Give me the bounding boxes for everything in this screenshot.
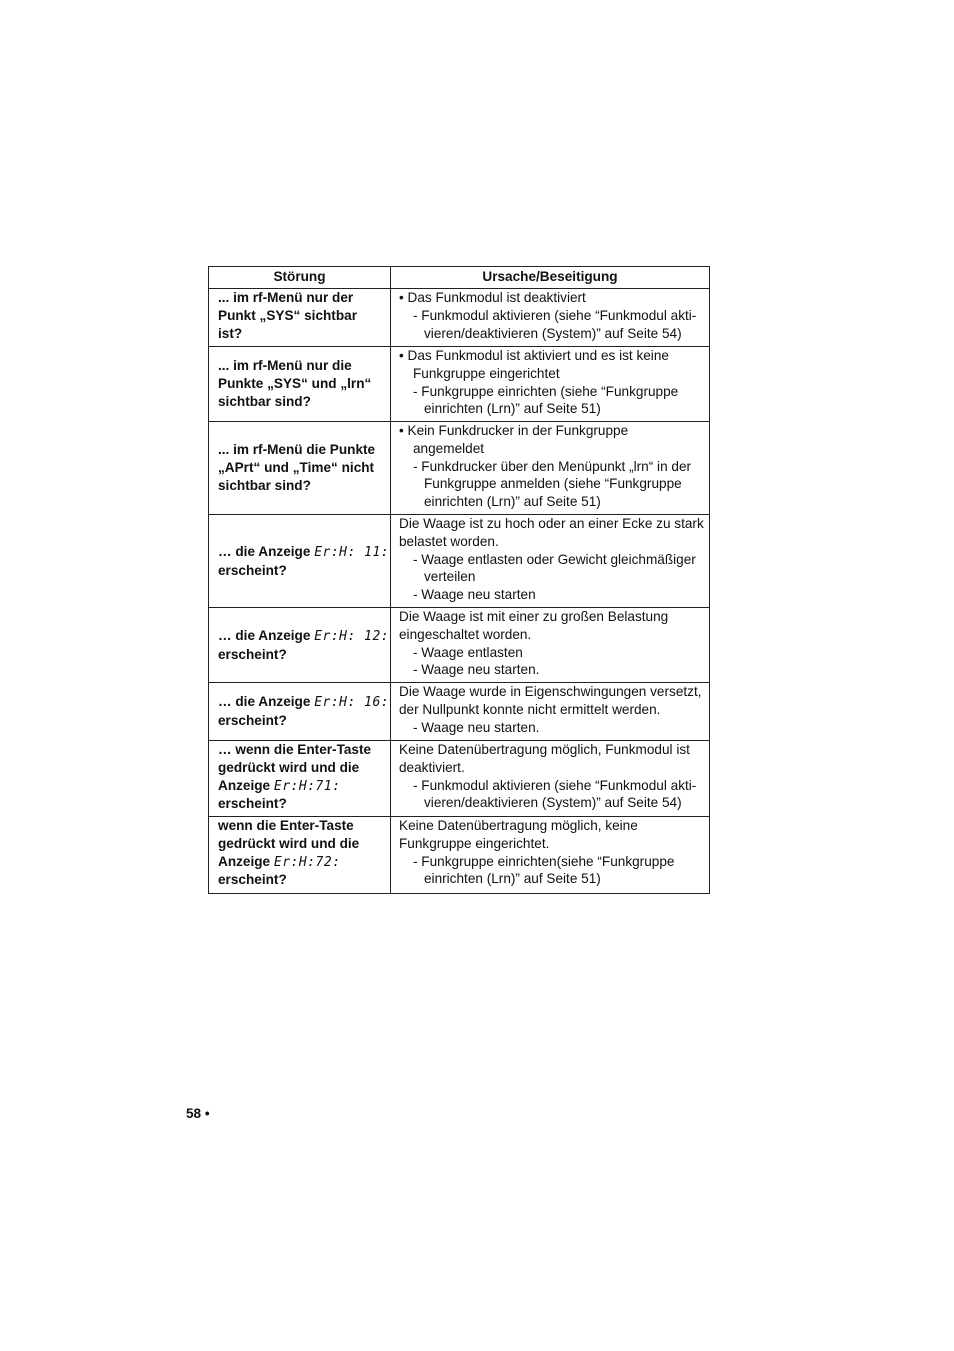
cause-text: Funkgruppe eingerichtet. xyxy=(399,835,550,851)
cause-text: eingeschaltet worden. xyxy=(399,626,532,642)
cause-step: - Waage entlasten xyxy=(413,644,523,660)
table-row xyxy=(209,422,710,515)
problem-text: erscheint? xyxy=(218,646,287,662)
problem-text: ... im rf-Menü nur der xyxy=(218,290,354,305)
cause-step-cont: vieren/deaktivieren (System)” auf Seite 54) xyxy=(424,795,682,811)
header-cause: Ursache/Beseitigung xyxy=(391,267,710,289)
page-number: 58 • xyxy=(186,1106,210,1121)
cause-cell xyxy=(391,515,710,608)
problem-prefix: Anzeige xyxy=(218,853,271,869)
problem-text: Punkte „SYS“ und „lrn“ xyxy=(218,376,372,392)
problem-prefix: … die Anzeige xyxy=(218,627,311,643)
problem-text: erscheint? xyxy=(218,713,287,728)
problem-text: gedrückt wird und die xyxy=(218,835,360,851)
problem-text: erscheint? xyxy=(218,562,287,578)
cause-cell xyxy=(391,817,710,894)
cause-cell xyxy=(391,422,710,515)
cause-text: der Nullpunkt konnte nicht ermittelt werden. xyxy=(399,701,661,717)
cause-step-cont: einrichten (Lrn)” auf Seite 51) xyxy=(424,494,601,510)
cause-text: Keine Datenübertragung möglich, Funkmodul ist xyxy=(399,742,690,757)
cause-text: Die Waage wurde in Eigenschwingungen versetzt, xyxy=(399,684,702,699)
table-row xyxy=(209,817,710,894)
cause-cell xyxy=(391,608,710,683)
cause-text: Die Waage ist zu hoch oder an einer Ecke zu stark xyxy=(399,516,704,531)
cause-text: belastet worden. xyxy=(399,533,499,549)
table-row xyxy=(209,289,710,347)
problem-text: Punkt „SYS“ sichtbar xyxy=(218,307,357,323)
problem-cell xyxy=(209,347,391,422)
cause-step: - Waage neu starten. xyxy=(413,719,540,735)
problem-prefix: … die Anzeige xyxy=(218,543,311,559)
cause-bullet-cont: Funkgruppe eingerichtet xyxy=(413,365,560,381)
error-code-display: Er:H:72: xyxy=(273,854,341,870)
problem-text: „APrt“ und „Time“ nicht xyxy=(218,460,375,476)
cause-text: Keine Datenübertragung möglich, keine xyxy=(399,818,638,833)
problem-text: ... im rf-Menü nur die xyxy=(218,358,352,374)
troubleshooting-table xyxy=(208,266,710,894)
cause-bullet: • Das Funkmodul ist deaktiviert xyxy=(399,290,586,305)
problem-text: erscheint? xyxy=(218,796,287,812)
problem-prefix: … die Anzeige xyxy=(218,694,311,710)
cause-step-cont: einrichten (Lrn)” auf Seite 51) xyxy=(424,871,601,887)
table-header-row xyxy=(209,267,710,289)
problem-text xyxy=(218,627,388,646)
cause-step: - Funkmodul aktivieren (siehe “Funkmodul akti- xyxy=(413,307,697,323)
problem-text xyxy=(218,777,388,796)
cause-cell xyxy=(391,347,710,422)
problem-text xyxy=(218,543,388,562)
cause-cell xyxy=(391,741,710,817)
cause-step: - Funkgruppe einrichten (siehe “Funkgruppe xyxy=(413,383,679,399)
problem-text: wenn die Enter-Taste xyxy=(218,818,354,833)
problem-cell xyxy=(209,683,391,741)
cause-step: - Funkdrucker über den Menüpunkt „lrn“ in der xyxy=(413,458,692,474)
error-code-display: Er:H: 12: xyxy=(314,628,390,644)
problem-text: gedrückt wird und die xyxy=(218,759,360,775)
error-code-display: Er:H: 11: xyxy=(314,544,390,560)
cause-step: - Funkgruppe einrichten(siehe “Funkgruppe xyxy=(413,853,675,869)
problem-text xyxy=(218,853,388,872)
table-row xyxy=(209,683,710,741)
cause-cell xyxy=(391,289,710,347)
problem-text: ... im rf-Menü die Punkte xyxy=(218,442,376,458)
error-code-display: Er:H: 16: xyxy=(314,695,390,711)
cause-text: deaktiviert. xyxy=(399,759,465,775)
cause-step: - Waage entlasten oder Gewicht gleichmäßiger xyxy=(413,551,696,567)
cause-bullet-cont: angemeldet xyxy=(413,440,485,456)
cause-step-cont: vieren/deaktivieren (System)” auf Seite 54) xyxy=(424,325,682,341)
problem-text: … wenn die Enter-Taste xyxy=(218,742,372,757)
table-row xyxy=(209,741,710,817)
table-row xyxy=(209,515,710,608)
problem-prefix: Anzeige xyxy=(218,777,271,793)
cause-step: - Waage neu starten xyxy=(413,587,536,603)
cause-step-cont: Funkgruppe anmelden (siehe “Funkgruppe xyxy=(424,476,682,492)
cause-cell xyxy=(391,683,710,741)
problem-cell xyxy=(209,422,391,515)
error-code-display: Er:H:71: xyxy=(273,778,341,794)
table-row xyxy=(209,608,710,683)
cause-step: - Waage neu starten. xyxy=(413,662,540,678)
table-row xyxy=(209,347,710,422)
problem-cell xyxy=(209,817,391,894)
header-problem: Störung xyxy=(209,267,391,289)
cause-bullet: • Das Funkmodul ist aktiviert und es ist keine xyxy=(399,348,669,363)
problem-text: sichtbar sind? xyxy=(218,477,311,493)
problem-cell xyxy=(209,608,391,683)
problem-cell xyxy=(209,741,391,817)
problem-cell xyxy=(209,289,391,347)
cause-step-cont: verteilen xyxy=(424,569,476,585)
cause-bullet: • Kein Funkdrucker in der Funkgruppe xyxy=(399,423,629,438)
problem-text: erscheint? xyxy=(218,872,287,888)
problem-text: sichtbar sind? xyxy=(218,393,311,409)
cause-step: - Funkmodul aktivieren (siehe “Funkmodul akti- xyxy=(413,777,697,793)
problem-text xyxy=(218,693,388,712)
problem-cell xyxy=(209,515,391,608)
problem-text: ist? xyxy=(218,325,243,341)
cause-text: Die Waage ist mit einer zu großen Belastung xyxy=(399,609,669,624)
cause-step-cont: einrichten (Lrn)” auf Seite 51) xyxy=(424,401,601,417)
